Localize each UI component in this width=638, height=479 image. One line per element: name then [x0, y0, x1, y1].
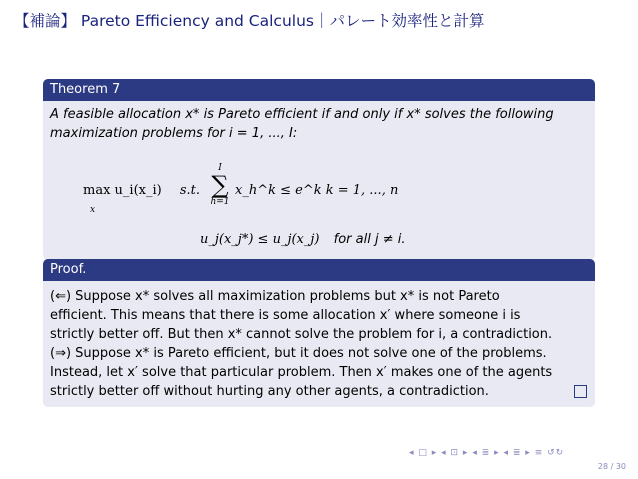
- nav-align-icon[interactable]: ≡: [534, 448, 544, 458]
- proof-line: Instead, let x′ solve that particular problem. Then x′ makes one of the agents: [50, 365, 553, 380]
- nav-frame-icon[interactable]: ◂ ⊡ ▸: [441, 448, 469, 458]
- qed-icon: [574, 385, 587, 398]
- theorem-block: [43, 79, 595, 260]
- theorem-line-2: maximization problems for i = 1, ..., I:: [50, 126, 298, 141]
- sigma-icon: ∑: [211, 171, 229, 199]
- nav-search-icon[interactable]: ↺↻: [547, 448, 565, 458]
- theorem-line-1: A feasible allocation x* is Pareto efficient if and only if x* solves the following: [50, 107, 554, 122]
- proof-line: (⇐) Suppose x* solves all maximization problems but x* is not Pareto: [50, 289, 500, 304]
- equation-2: [200, 230, 405, 249]
- proof-line: strictly better off. But then x* cannot solve the problem for i, a contradiction.: [50, 327, 553, 342]
- page-number: 28 / 30: [597, 462, 626, 471]
- theorem-body: [43, 101, 595, 260]
- nav-prev-icon[interactable]: ◂ □ ▸: [409, 448, 438, 458]
- for-all-condition: for all j ≠ i.: [333, 232, 406, 247]
- proof-line: efficient. This means that there is some allocation x′ where someone i is: [50, 308, 521, 323]
- proof-line: (⇒) Suppose x* is Pareto efficient, but it does not solve one of the problems.: [50, 346, 547, 361]
- theorem-header: Theorem 7: [43, 79, 595, 101]
- sum-lower: h=1: [210, 197, 230, 207]
- constraint: x_h^k ≤ e^k k = 1, ..., n: [235, 183, 399, 198]
- proof-body: [43, 281, 595, 407]
- summation: [208, 163, 232, 207]
- proof-line: strictly better off without hurting any other agents, a contradiction.: [50, 384, 489, 399]
- nav-subsection-icon[interactable]: ◂ ≣ ▸: [472, 448, 500, 458]
- proof-block: [43, 259, 595, 407]
- proof-header: Proof.: [43, 259, 595, 281]
- beamer-navigation[interactable]: [409, 448, 564, 458]
- equation-max: [83, 181, 200, 200]
- utility-constraint: u_j(x_j*) ≤ u_j(x_j): [200, 232, 320, 247]
- nav-section-icon[interactable]: ◂ ≣ ▸: [503, 448, 531, 458]
- max-expression: max u_i(x_i): [83, 183, 162, 198]
- such-that: s.t.: [179, 183, 201, 198]
- frame-title: 【補論】 Pareto Efficiency and Calculus｜パレート効率性と計算: [14, 12, 485, 30]
- sum-upper: I: [218, 163, 222, 173]
- max-subscript: x: [90, 205, 96, 215]
